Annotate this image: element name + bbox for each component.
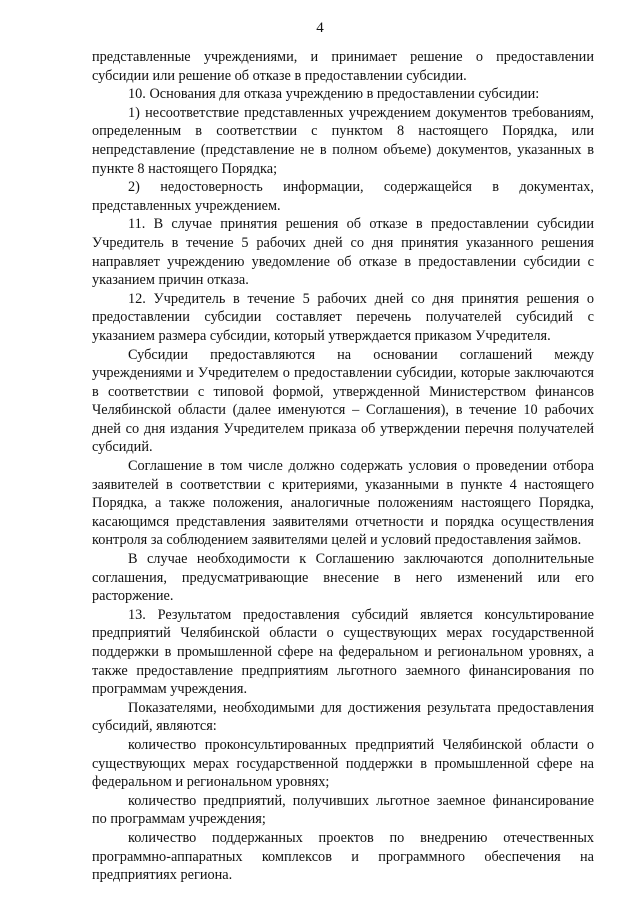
paragraph-indicator-projects: количество поддержанных проектов по внедрению отечественных программно-аппаратных комплексов и программного обеспечения на предприятиях региона.	[92, 829, 594, 884]
paragraph-indicator-consulted: количество проконсультированных предприятий Челябинской области о существующих мерах государственной поддержки в промышленной сфере на федеральном и региональном уровнях;	[92, 736, 594, 791]
paragraph-agreement-conditions: Соглашение в том числе должно содержать условия о проведении отбора заявителей в соответствии с критериями, указанными в пункте 4 настоящего Порядка, а также положения, аналогичные положениям настоящего Порядка, касающимся представления заявителями отчетности и порядка осуществления контроля за соблюдением заявителями целей и условий предоставления займов.	[92, 458, 594, 549]
paragraph-indicator-financed: количество предприятий, получивших льготное заемное финансирование по программам учреждения;	[92, 792, 594, 828]
paragraph-item-12: 12. Учредитель в течение 5 рабочих дней со дня принятия решения о предоставлении субсидии составляет перечень получателей субсидий с указанием размера субсидии, который утверждается приказом Учредителя.	[92, 290, 594, 344]
paragraph-item-13: 13. Результатом предоставления субсидий является консультирование предприятий Челябинской области о существующих мерах государственной поддержки в промышленной сфере на федеральном и региональном уровнях, а также предоставление предприятиям льготного заемного финансирования по программам учреждения.	[92, 606, 594, 698]
page-number: 4	[316, 20, 324, 36]
paragraph-subsidies-agreements: Субсидии предоставляются на основании соглашений между учреждениями и Учредителем о предоставлении субсидии, которые заключаются в соответствии с типовой формой, утвержденной Министерством финансов Челябинской области (далее именуются – Соглашения), в течение 10 рабочих дней со дня издания Учредителем приказа об утверждении перечня получателей субсидий.	[92, 346, 594, 456]
paragraph-continuation: представленные учреждениями, и принимает решение о предоставлении субсидии или решение об отказе в предоставлении субсидии.	[92, 49, 594, 84]
paragraph-additional-agreements: В случае необходимости к Соглашению заключаются дополнительные соглашения, предусматривающие внесение в него изменений или его расторжение.	[92, 551, 594, 605]
paragraph-item-10-2: 2) недостоверность информации, содержащейся в документах, представленных учреждением.	[92, 179, 594, 214]
paragraph-item-10: 10. Основания для отказа учреждению в предоставлении субсидии:	[128, 86, 540, 103]
paragraph-item-11: 11. В случае принятия решения об отказе в предоставлении субсидии Учредитель в течение 5 рабочих дней со дня принятия указанного решения направляет учреждению уведомление об отказе в предоставлении субсидии с указанием причин отказа.	[92, 216, 594, 289]
paragraph-indicators-intro: Показателями, необходимыми для достижения результата предоставления субсидий, являются:	[92, 699, 594, 735]
document-body	[92, 48, 594, 885]
paragraph-item-10-1: 1) несоответствие представленных учреждением документов требованиям, определенным в соответствии с пунктом 8 настоящего Порядка, или непредставление (представление не в полном объеме) документов, указанных в пункте 8 настоящего Порядка;	[92, 104, 594, 177]
